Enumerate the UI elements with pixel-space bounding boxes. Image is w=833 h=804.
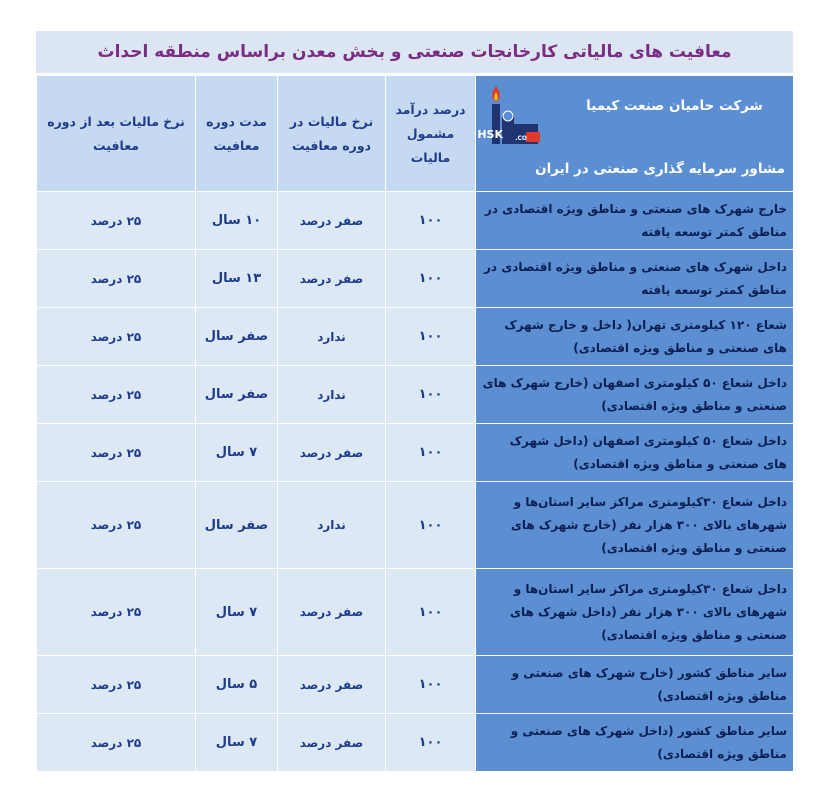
tax-rate-period-cell: ندارد [278, 482, 386, 569]
table-row [37, 714, 794, 772]
company-tagline: مشاور سرمایه گذاری صنعتی در ایران [535, 161, 785, 177]
income-percent-cell: ۱۰۰ [386, 192, 476, 250]
period-length-cell: صفر سال [196, 482, 278, 569]
table-row [37, 308, 794, 366]
svg-text:CO.: CO. [515, 135, 527, 142]
header-row [37, 76, 794, 192]
tax-rate-after-cell: ۲۵ درصد [37, 250, 196, 308]
tax-exemption-table [36, 75, 794, 772]
period-length-cell: ۵ سال [196, 656, 278, 714]
period-length-cell: صفر سال [196, 308, 278, 366]
period-length-cell: ۷ سال [196, 714, 278, 772]
table-row [37, 569, 794, 656]
tax-rate-period-cell: ندارد [278, 308, 386, 366]
income-percent-cell: ۱۰۰ [386, 482, 476, 569]
region-cell: داخل شعاع ۵۰ کیلومتری اصفهان (خارج شهرک های صنعتی و مناطق ویژه اقتصادی) [476, 366, 794, 424]
tax-rate-after-cell: ۲۵ درصد [37, 366, 196, 424]
svg-text:HSK: HSK [477, 128, 503, 141]
header-tax-rate-after: نرخ مالیات بعد از دوره معافیت [37, 76, 196, 192]
tax-rate-after-cell: ۲۵ درصد [37, 569, 196, 656]
tax-rate-period-cell: صفر درصد [278, 250, 386, 308]
tax-rate-period-cell: صفر درصد [278, 714, 386, 772]
company-name: شرکت حامیان صنعت کیمیا [586, 98, 763, 114]
tax-rate-after-cell: ۲۵ درصد [37, 192, 196, 250]
income-percent-cell: ۱۰۰ [386, 308, 476, 366]
income-percent-cell: ۱۰۰ [386, 714, 476, 772]
table-row [37, 366, 794, 424]
header-income-percent: درصد درآمد مشمول مالیات [386, 76, 476, 192]
period-length-cell: ۱۳ سال [196, 250, 278, 308]
tax-rate-after-cell: ۲۵ درصد [37, 714, 196, 772]
region-cell: سایر مناطق کشور (داخل شهرک های صنعتی و مناطق ویژه اقتصادی) [476, 714, 794, 772]
tax-rate-period-cell: ندارد [278, 366, 386, 424]
period-length-cell: صفر سال [196, 366, 278, 424]
tax-rate-period-cell: صفر درصد [278, 424, 386, 482]
table-row [37, 192, 794, 250]
table-row [37, 656, 794, 714]
period-length-cell: ۷ سال [196, 424, 278, 482]
tax-exemption-table-card [36, 31, 793, 772]
period-length-cell: ۷ سال [196, 569, 278, 656]
region-cell: شعاع ۱۲۰ کیلومتری تهران( داخل و خارج شهرک های صنعتی و مناطق ویژه اقتصادی) [476, 308, 794, 366]
tax-rate-period-cell: صفر درصد [278, 569, 386, 656]
brand-cell [476, 76, 794, 192]
region-cell: داخل شعاع ۵۰ کیلومتری اصفهان (داخل شهرک های صنعتی و مناطق ویژه اقتصادی) [476, 424, 794, 482]
income-percent-cell: ۱۰۰ [386, 656, 476, 714]
income-percent-cell: ۱۰۰ [386, 250, 476, 308]
table-row [37, 250, 794, 308]
income-percent-cell: ۱۰۰ [386, 366, 476, 424]
header-tax-rate-period: نرخ مالیات در دوره معافیت [278, 76, 386, 192]
income-percent-cell: ۱۰۰ [386, 569, 476, 656]
table-row [37, 424, 794, 482]
table-row [37, 482, 794, 569]
region-cell: خارج شهرک های صنعتی و مناطق ویژه اقتصادی در مناطق کمتر توسعه یافته [476, 192, 794, 250]
tax-rate-after-cell: ۲۵ درصد [37, 482, 196, 569]
tax-rate-period-cell: صفر درصد [278, 192, 386, 250]
header-period-length: مدت دوره معافیت [196, 76, 278, 192]
page-title: معافیت های مالیاتی کارخانجات صنعتی و بخش معدن براساس منطقه احداث [36, 31, 793, 75]
region-cell: داخل شعاع ۳۰کیلومتری مراکز سایر استان‌ها و شهرهای بالای ۳۰۰ هزار نفر (خارج شهرک های صنعتی و مناطق ویژه اقتصادی) [476, 482, 794, 569]
tax-rate-after-cell: ۲۵ درصد [37, 656, 196, 714]
period-length-cell: ۱۰ سال [196, 192, 278, 250]
income-percent-cell: ۱۰۰ [386, 424, 476, 482]
factory-flame-icon [477, 80, 542, 150]
tax-rate-period-cell: صفر درصد [278, 656, 386, 714]
region-cell: داخل شهرک های صنعتی و مناطق ویژه اقتصادی در مناطق کمتر توسعه یافته [476, 250, 794, 308]
region-cell: داخل شعاع ۳۰کیلومتری مراکز سایر استان‌ها و شهرهای بالای ۳۰۰ هزار نفر (داخل شهرک های صنعتی و مناطق ویژه اقتصادی) [476, 569, 794, 656]
tax-rate-after-cell: ۲۵ درصد [37, 424, 196, 482]
region-cell: سایر مناطق کشور (خارج شهرک های صنعتی و مناطق ویژه اقتصادی) [476, 656, 794, 714]
tax-rate-after-cell: ۲۵ درصد [37, 308, 196, 366]
